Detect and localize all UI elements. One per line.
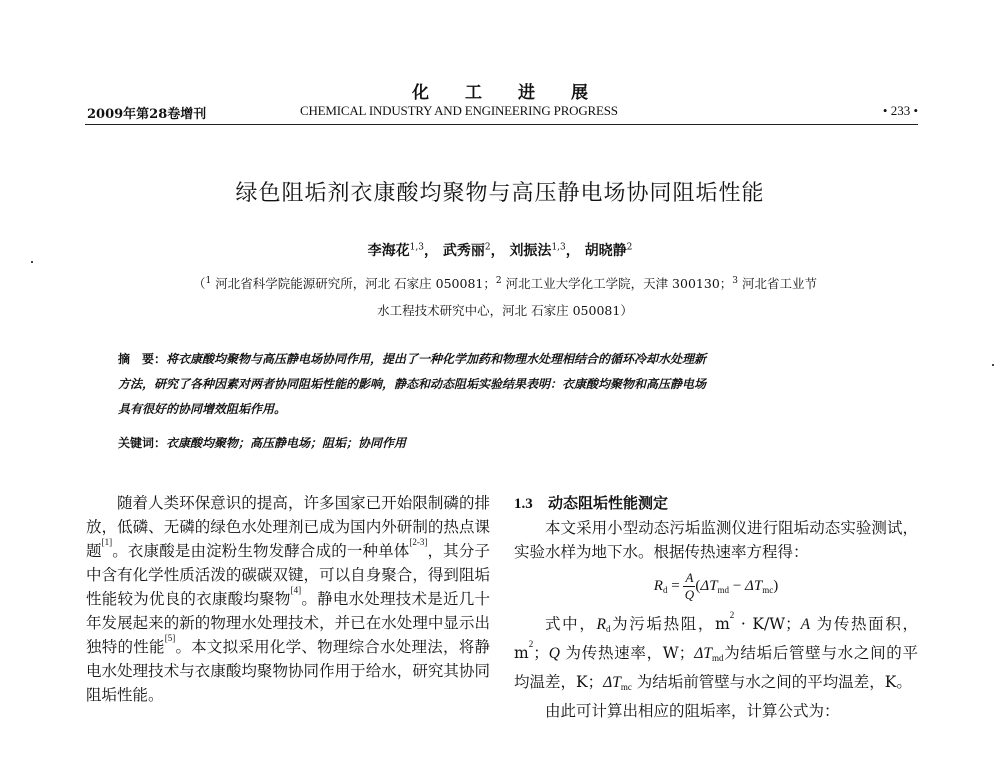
journal-name-en: CHEMICAL INDUSTRY AND ENGINEERING PROGRESS	[300, 103, 618, 118]
author-name: 武秀丽	[442, 243, 485, 259]
body-column-right	[514, 491, 918, 723]
affiliation-line-2: 水工程技术研究中心，河北 石家庄 050081）	[377, 303, 633, 319]
formula-fraction	[683, 570, 695, 603]
text-segment: 式中，	[545, 615, 597, 633]
fraction-numerator: A	[685, 570, 694, 585]
author-affil-sup: 2	[626, 242, 633, 253]
fouling-resistance-formula	[514, 564, 918, 612]
author-name: 刘振法	[509, 243, 552, 259]
formula-symbol: ΔT	[700, 577, 718, 594]
text-segment: 随着人类环保意识的提高，许多国家已开始限制磷的排放，低磷、无磷的绿色水处理剂已成为国内外研制的热点课题	[86, 494, 490, 560]
subscript: mc	[620, 682, 632, 692]
symbol-delta-t: ΔT	[694, 645, 712, 662]
text-segment: · K/W；	[734, 615, 801, 633]
fraction-denominator: Q	[684, 587, 695, 602]
formula-operator: −	[729, 577, 746, 594]
formula-subscript: d	[662, 584, 668, 595]
formula-symbol: R	[653, 577, 663, 594]
citation-ref: [4]	[290, 585, 302, 595]
formula-paren: (	[695, 577, 701, 594]
formula-equals: =	[667, 577, 684, 594]
symbol-a: A	[800, 616, 811, 633]
author-affil-sup: 1,3	[409, 242, 424, 253]
separator: ，	[565, 243, 580, 259]
abstract-line: 方法，研究了各种因素对两者协同阻垢性能的影响，静态和动态阻垢实验结果表明：衣康酸均聚物和高压静电场	[118, 377, 707, 391]
author-name: 李海花	[367, 243, 410, 259]
intro-paragraph	[86, 491, 490, 707]
subscript: d	[605, 624, 611, 634]
affiliation-3: 河北省工业节	[738, 276, 817, 292]
journal-name-cn: 化工进展	[412, 83, 624, 103]
text-segment: ，其分子中含有化学性质活泼的碳碳双键，可以自身聚合，得到阻垢性能较为优良的衣康酸均聚物	[86, 542, 490, 608]
issue-label: 2009年第28卷增刊	[87, 107, 207, 122]
symbol-q: Q	[548, 645, 560, 662]
text-segment: 。本文拟采用化学、物理综合水处理法，将静电水处理技术与衣康酸均聚物协同作用于给水，研究其协同阻垢性能。	[86, 638, 490, 704]
text-segment: 为污垢热阻，m	[610, 615, 730, 633]
affiliation-1: 河北省科学院能源研究所，河北 石家庄 050081；	[211, 276, 496, 292]
abstract-line: 将衣康酸均聚物与高压静电场协同作用，提出了一种化学加药和物理水处理相结合的循环冷却水处理新	[166, 352, 707, 366]
citation-ref: [2-3]	[409, 537, 428, 547]
symbol-rd: R	[596, 616, 606, 633]
abstract-label: 摘 要：	[118, 352, 167, 366]
keywords-label: 关键词：	[118, 436, 167, 450]
formula-subscript: mc	[762, 584, 774, 595]
text-segment: 。静电水处理技术是近几十年发展起来的新的物理水处理技术，并已在水处理中显示出独特的性能	[86, 590, 490, 656]
author-affil-sup: 2	[484, 242, 491, 253]
text-segment: 为结垢前管壁与水之间的平均温差，K。	[631, 673, 912, 691]
variable-definitions	[514, 612, 918, 699]
body-column-left	[86, 491, 490, 707]
text-segment: 。衣康酸是由淀粉生物发酵合成的一种单体	[112, 542, 410, 560]
abstract	[118, 347, 888, 422]
affiliation-2: 河北工业大学化工学院，天津 300130；	[501, 276, 733, 292]
header-rule	[85, 124, 918, 125]
section-title: 动态阻垢性能测定	[548, 494, 669, 512]
formula-symbol: ΔT	[745, 577, 763, 594]
superscript: 2	[528, 639, 534, 649]
citation-ref: [5]	[164, 633, 176, 643]
scale-rate-intro: 由此可计算出相应的阻垢率，计算公式为：	[545, 702, 840, 720]
text-segment: 为传热面积，m	[514, 615, 918, 662]
separator: ，	[490, 243, 505, 259]
text-segment: 为结垢后管壁与水之间的平均温差，K；	[514, 644, 918, 691]
text-segment: 为传热速率，W；	[559, 644, 695, 662]
text-segment: ；	[533, 644, 549, 662]
author-affil-sup: 1,3	[551, 242, 566, 253]
section-number: 1.3	[514, 496, 533, 512]
superscript: 2	[729, 610, 735, 620]
subscript: md	[711, 653, 724, 663]
affiliations	[110, 268, 900, 324]
formula-paren: )	[773, 577, 779, 594]
method-paragraph: 本文采用小型动态污垢监测仪进行阻垢动态实验测试，实验水样为地下水。根据传热速率方程得：	[514, 519, 918, 561]
separator: ，	[423, 243, 438, 259]
affil-sup: 3	[732, 276, 739, 286]
scan-artifact	[992, 364, 994, 366]
paren: （	[192, 276, 206, 292]
formula-subscript: md	[717, 584, 730, 595]
affil-sup: 1	[205, 276, 212, 286]
symbol-delta-t: ΔT	[603, 674, 621, 691]
author-list	[0, 240, 1000, 260]
author-name: 胡晓静	[584, 243, 627, 259]
page-number: • 233 •	[882, 103, 918, 118]
citation-ref: [1]	[101, 537, 113, 547]
section-heading	[514, 491, 918, 516]
affil-sup: 2	[495, 276, 502, 286]
article-title: 绿色阻垢剂衣康酸均聚物与高压静电场协同阻垢性能	[235, 181, 765, 206]
keywords	[118, 434, 888, 451]
affiliation-line-1	[110, 268, 900, 297]
abstract-line: 具有很好的协同增效阻垢作用。	[118, 402, 287, 416]
scan-artifact	[31, 261, 33, 263]
keywords-text: 衣康酸均聚物；高压静电场；阻垢；协同作用	[166, 436, 407, 450]
